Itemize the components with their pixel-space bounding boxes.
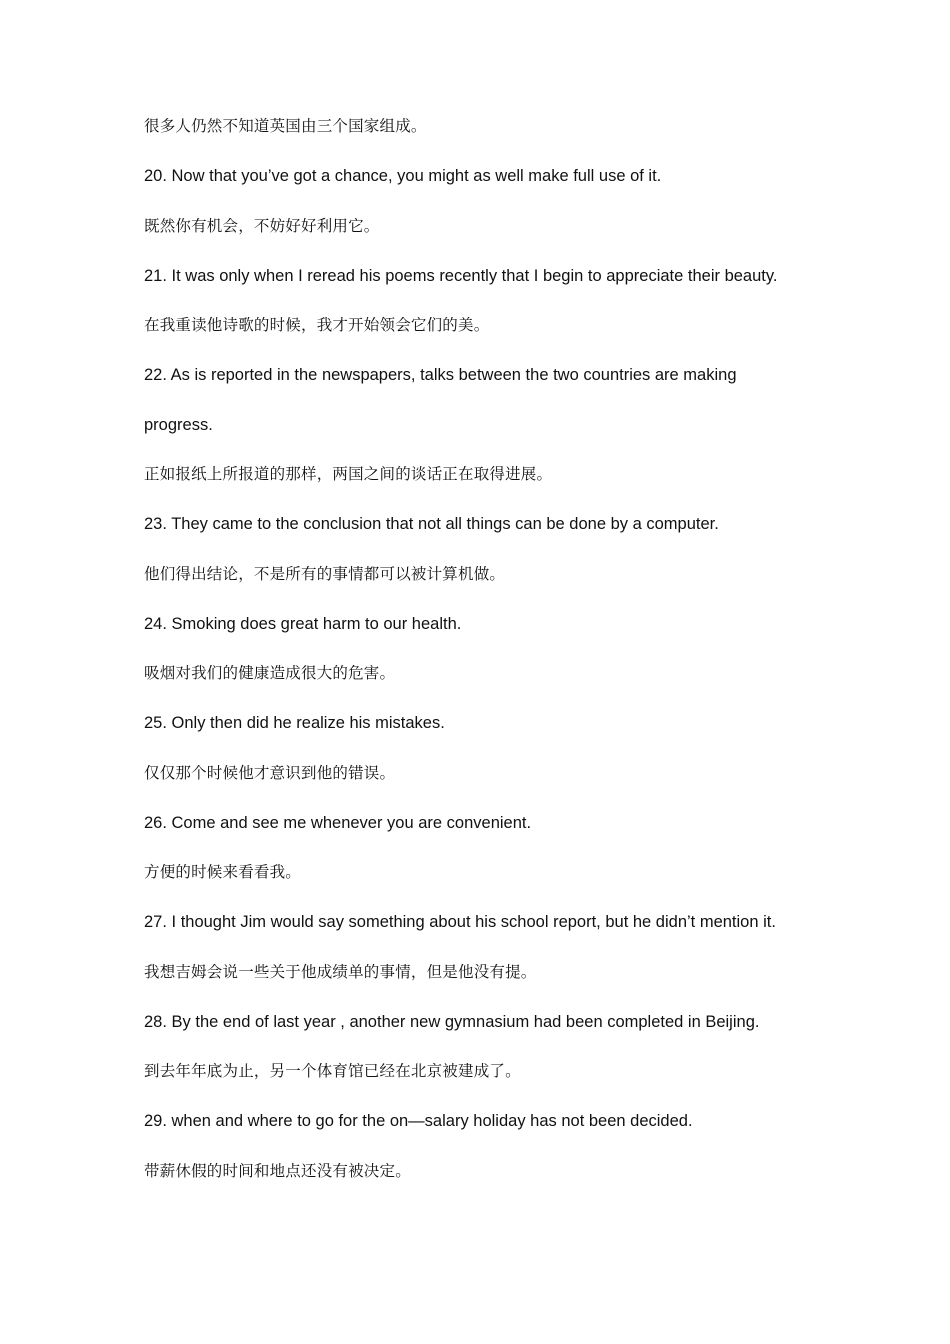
sentence-25-chinese: 仅仅那个时候他才意识到他的错误。 bbox=[144, 764, 396, 782]
sentence-22-english: 22. As is reported in the newspapers, talks between the two countries are making bbox=[144, 366, 737, 384]
sentence-29-english: 29. when and where to go for the on—salary holiday has not been decided. bbox=[144, 1112, 693, 1130]
sentence-27-chinese: 我想吉姆会说一些关于他成绩单的事情，但是他没有提。 bbox=[144, 963, 537, 981]
sentence-24-chinese: 吸烟对我们的健康造成很大的危害。 bbox=[144, 664, 396, 682]
sentence-27-english: 27. I thought Jim would say something about his school report, but he didn’t mention it. bbox=[144, 913, 776, 931]
sentence-24-english: 24. Smoking does great harm to our health. bbox=[144, 615, 462, 633]
sentence-20-english: 20. Now that you’ve got a chance, you might as well make full use of it. bbox=[144, 167, 662, 185]
sentence-28-english: 28. By the end of last year , another new gymnasium had been completed in Beijing. bbox=[144, 1013, 760, 1031]
sentence-21-chinese: 在我重读他诗歌的时候，我才开始领会它们的美。 bbox=[144, 316, 490, 334]
sentence-23-english: 23. They came to the conclusion that not all things can be done by a computer. bbox=[144, 515, 719, 533]
sentence-21-english: 21. It was only when I reread his poems recently that I begin to appreciate their beauty. bbox=[144, 267, 778, 285]
sentence-22-english-continued: progress. bbox=[144, 416, 213, 434]
sentence-22-chinese: 正如报纸上所报道的那样，两国之间的谈话正在取得进展。 bbox=[144, 465, 553, 483]
sentence-26-chinese: 方便的时候来看看我。 bbox=[144, 863, 302, 881]
sentence-23-chinese: 他们得出结论，不是所有的事情都可以被计算机做。 bbox=[144, 565, 506, 583]
sentence-29-chinese: 带薪休假的时间和地点还没有被决定。 bbox=[144, 1162, 411, 1180]
sentence-26-english: 26. Come and see me whenever you are convenient. bbox=[144, 814, 532, 832]
sentence-25-english: 25. Only then did he realize his mistakes. bbox=[144, 714, 445, 732]
sentence-20-chinese: 既然你有机会，不妨好好利用它。 bbox=[144, 217, 380, 235]
line-1: 很多人仍然不知道英国由三个国家组成。 bbox=[144, 117, 427, 135]
sentence-28-chinese: 到去年年底为止，另一个体育馆已经在北京被建成了。 bbox=[144, 1062, 521, 1080]
